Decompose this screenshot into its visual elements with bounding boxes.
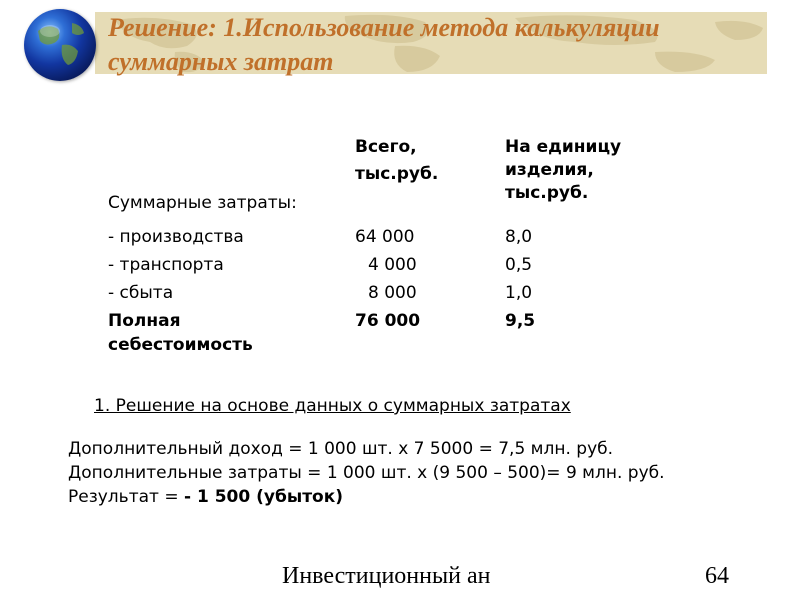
page-number: 64 — [705, 563, 729, 589]
column-header-total-line2: тыс.руб. — [355, 164, 439, 184]
globe-icon — [24, 9, 96, 81]
footer-text: Инвестиционный ан — [282, 563, 491, 589]
column-header-unit-line2: изделия, — [505, 160, 594, 180]
total-row-label-line1: Полная — [108, 311, 181, 331]
column-header-unit-line1: На единицу — [505, 137, 622, 157]
slide-title: Решение: 1.Использование метода калькуляции суммарных затрат — [108, 13, 660, 76]
calc-line-revenue: Дополнительный доход = 1 000 шт. х 7 5000 = 7,5 млн. руб. — [68, 439, 614, 459]
solution-note: 1. Решение на основе данных о суммарных затратах — [94, 396, 571, 416]
total-row-unit: 9,5 — [505, 311, 536, 331]
table-cell-total: 4 000 — [368, 255, 417, 275]
total-row-total: 76 000 — [355, 311, 421, 331]
table-row-label: - сбыта — [108, 283, 174, 303]
table-cell-unit: 1,0 — [505, 283, 533, 303]
result-prefix: Результат = — [68, 487, 184, 507]
table-cell-total: 8 000 — [368, 283, 417, 303]
column-header-total-line1: Всего, — [355, 137, 417, 157]
result-value: - 1 500 (убыток) — [183, 487, 344, 507]
table-cell-unit: 0,5 — [505, 255, 533, 275]
total-row-label-line2: себестоимость — [108, 335, 253, 355]
calc-line-costs: Дополнительные затраты = 1 000 шт. х (9 500 – 500)= 9 млн. руб. — [68, 463, 665, 483]
table-cell-unit: 8,0 — [505, 227, 533, 247]
calc-line-result — [68, 485, 343, 509]
table-row-label: - транспорта — [108, 255, 224, 275]
column-header-unit-line3: тыс.руб. — [505, 183, 589, 203]
table-row-label: - производства — [108, 227, 244, 247]
table-cell-total: 64 000 — [355, 227, 415, 247]
table-row-label-header: Суммарные затраты: — [108, 193, 297, 213]
